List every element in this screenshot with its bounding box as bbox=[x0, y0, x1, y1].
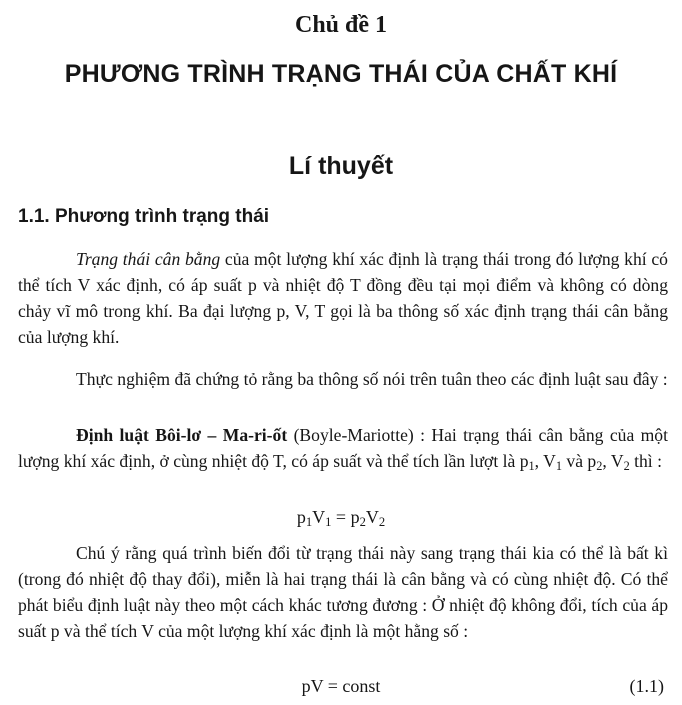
term-equilibrium: Trạng thái cân bằng bbox=[76, 249, 221, 269]
law-name: Định luật Bôi-lơ – Ma-ri-ốt bbox=[76, 425, 288, 445]
equation-boyle: $p_1V_1 = p_2V_2$ bbox=[296, 507, 386, 530]
paragraph-text: của một lượng khí xác định là trạng thái trong đó lượng khí có thể tích V xác định, có áp suất p và nhiệt độ T đồng đều tại mọi điểm và không có dòng chảy vĩ mô trong khí. Ba đại lượng p, V, T gọi là ba thông số xác định trạng thái cân bằng của lượng khí. bbox=[18, 249, 668, 347]
section-title: Lí thuyết bbox=[288, 152, 394, 180]
equation-pv-const: pV = const bbox=[301, 676, 381, 696]
paragraph-note: Chú ý rằng quá trình biến đổi từ trạng thái này sang trạng thái kia có thể là bất kì (trong đó nhiệt độ thay đổi), miễn là hai trạng thái là cân bằng và có cùng nhiệt độ. Có thể phát biểu định luật này theo một cách khác tương đương : Ở nhiệt độ không đổi, tích của áp suất p và thể tích V của một lượng khí xác định là một hằng số : bbox=[18, 543, 668, 641]
paragraph-boyle-law: Định luật Bôi-lơ – Ma-ri-ốt (Boyle-Mariotte) : Hai trạng thái cân bằng của một lượng khí xác định, ở cùng nhiệt độ T, có áp suất và thể tích lần lượt là $p_1$, $V_1$ và $p_2$, $V_2$ thì : bbox=[18, 425, 668, 474]
topic-heading: Chủ đề 1 bbox=[294, 12, 388, 38]
paragraph-equilibrium-state bbox=[18, 246, 668, 350]
paragraph-experiment: Thực nghiệm đã chứng tỏ rằng ba thông số nói trên tuân theo các định luật sau đây : bbox=[76, 369, 668, 389]
chapter-title: PHƯƠNG TRÌNH TRẠNG THÁI CỦA CHẤT KHÍ bbox=[64, 60, 618, 88]
subsection-title: 1.1. Phương trình trạng thái bbox=[18, 206, 270, 227]
equation-number: (1.1) bbox=[629, 676, 664, 696]
